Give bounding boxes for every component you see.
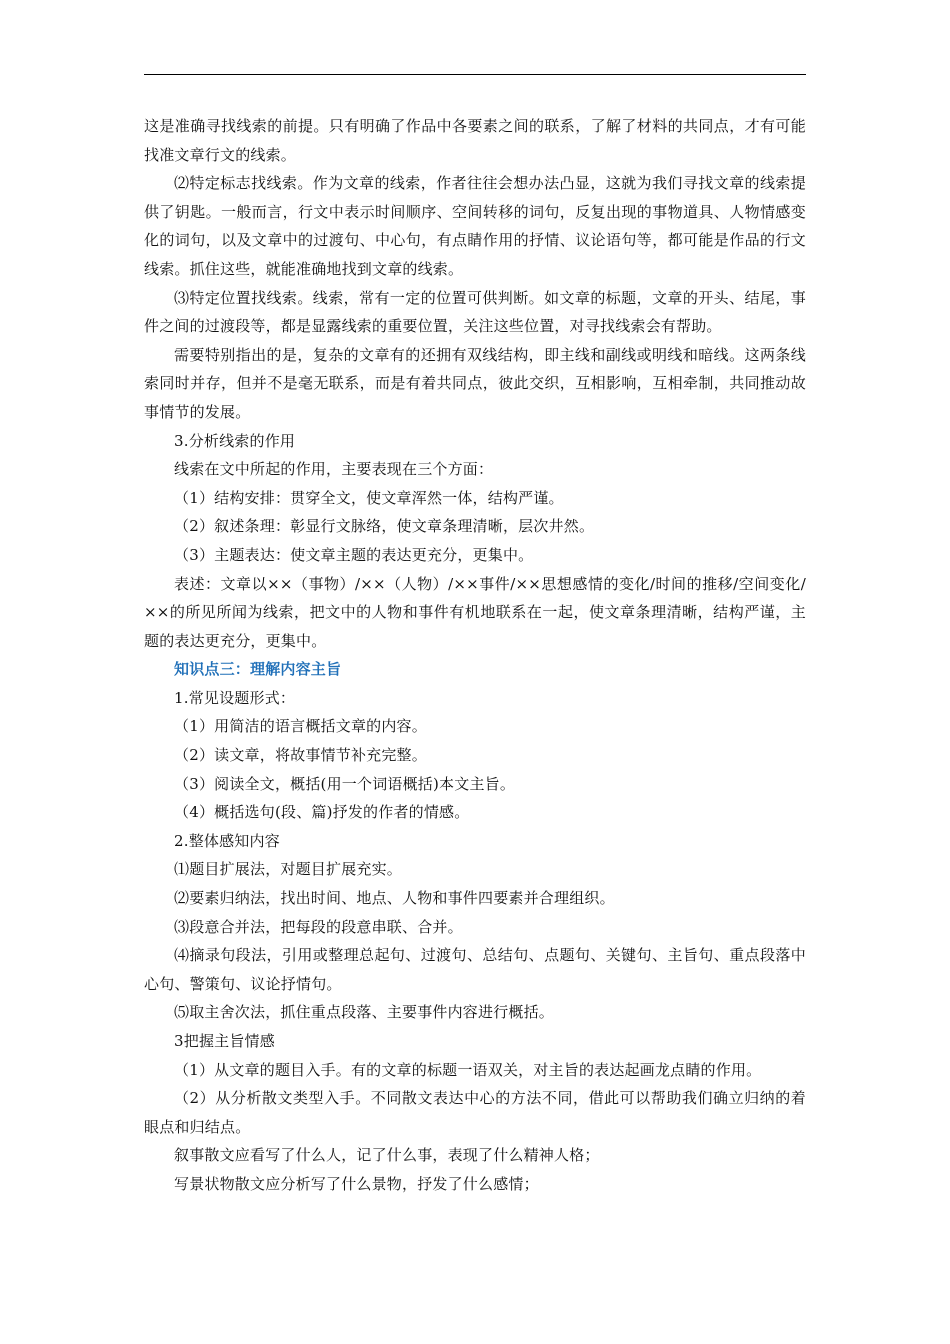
list-item: （1）从文章的题目入手。有的文章的标题一语双关，对主旨的表达起画龙点睛的作用。 [174,1060,762,1079]
list-item: （1）结构安排：贯穿全文，使文章浑然一体，结构严谨。 [174,488,564,507]
list-item: （3）阅读全文，概括(用一个词语概括)本文主旨。 [174,774,516,793]
paragraph: 这是准确寻找线索的前提。只有明确了作品中各要素之间的联系，了解了材料的共同点，才有可能找准文章行文的线索。 [144,117,806,164]
paragraph: 写景状物散文应分析写了什么景物，抒发了什么感情； [174,1174,539,1193]
paragraph: 表述：文章以××（事物）/××（人物）/××事件/××思想感情的变化/时间的推移/空间变化/××的所见所闻为线索，把文中的人物和事件有机地联系在一起，使文章条理清晰，结构严谨，主题的表达更充分，更集中。 [144,574,806,650]
list-item: ⑸取主舍次法，抓住重点段落、主要事件内容进行概括。 [174,1003,555,1022]
section-title: 1.常见设题形式： [174,688,296,707]
document-body [144,112,806,1199]
paragraph: 叙事散文应看写了什么人，记了什么事，表现了什么精神人格； [174,1146,600,1165]
list-item: ⑴题目扩展法，对题目扩展充实。 [174,860,403,879]
list-item: （3）主题表达：使文章主题的表达更充分，更集中。 [174,545,534,564]
knowledge-point-heading: 知识点三：理解内容主旨 [174,660,342,679]
paragraph: ⑵特定标志找线索。作为文章的线索，作者往往会想办法凸显，这就为我们寻找文章的线索提供了钥匙。一般而言，行文中表示时间顺序、空间转移的词句，反复出现的事物道具、人物情感变化的词句，以及文章中的过渡句、中心句，有点睛作用的抒情、议论语句等，都可能是作品的行文线索。抓住这些，就能准确地找到文章的线索。 [144,174,806,278]
paragraph: 线索在文中所起的作用，主要表现在三个方面： [174,460,494,479]
header-rule [144,74,806,75]
list-item: ⑷摘录句段法，引用或整理总起句、过渡句、总结句、点题句、关键句、主旨句、重点段落中心句、警策句、议论抒情句。 [144,946,806,993]
list-item: （2）叙述条理：彰显行文脉络，使文章条理清晰，层次井然。 [174,517,595,536]
list-item: ⑵要素归纳法，找出时间、地点、人物和事件四要素并合理组织。 [174,889,615,908]
paragraph: ⑶特定位置找线索。线索，常有一定的位置可供判断。如文章的标题，文章的开头、结尾，事件之间的过渡段等，都是显露线索的重要位置，关注这些位置，对寻找线索会有帮助。 [144,288,806,336]
list-item: ⑶段意合并法，把每段的段意串联、合并。 [174,917,463,936]
list-item: （2）读文章，将故事情节补充完整。 [174,746,427,765]
section-title: 2.整体感知内容 [174,831,280,850]
paragraph: 需要特别指出的是，复杂的文章有的还拥有双线结构，即主线和副线或明线和暗线。这两条线索同时并存，但并不是毫无联系，而是有着共同点，彼此交织，互相影响，互相牵制，共同推动故事情节的发展。 [144,345,806,421]
list-item: （4）概括选句(段、篇)抒发的作者的情感。 [174,803,470,822]
section-title: 3把握主旨情感 [174,1032,275,1050]
list-item: （2）从分析散文类型入手。不同散文表达中心的方法不同，借此可以帮助我们确立归纳的着眼点和归结点。 [144,1089,806,1136]
list-item: （1）用简洁的语言概括文章的内容。 [174,717,427,736]
section-title: 3.分析线索的作用 [174,431,296,450]
